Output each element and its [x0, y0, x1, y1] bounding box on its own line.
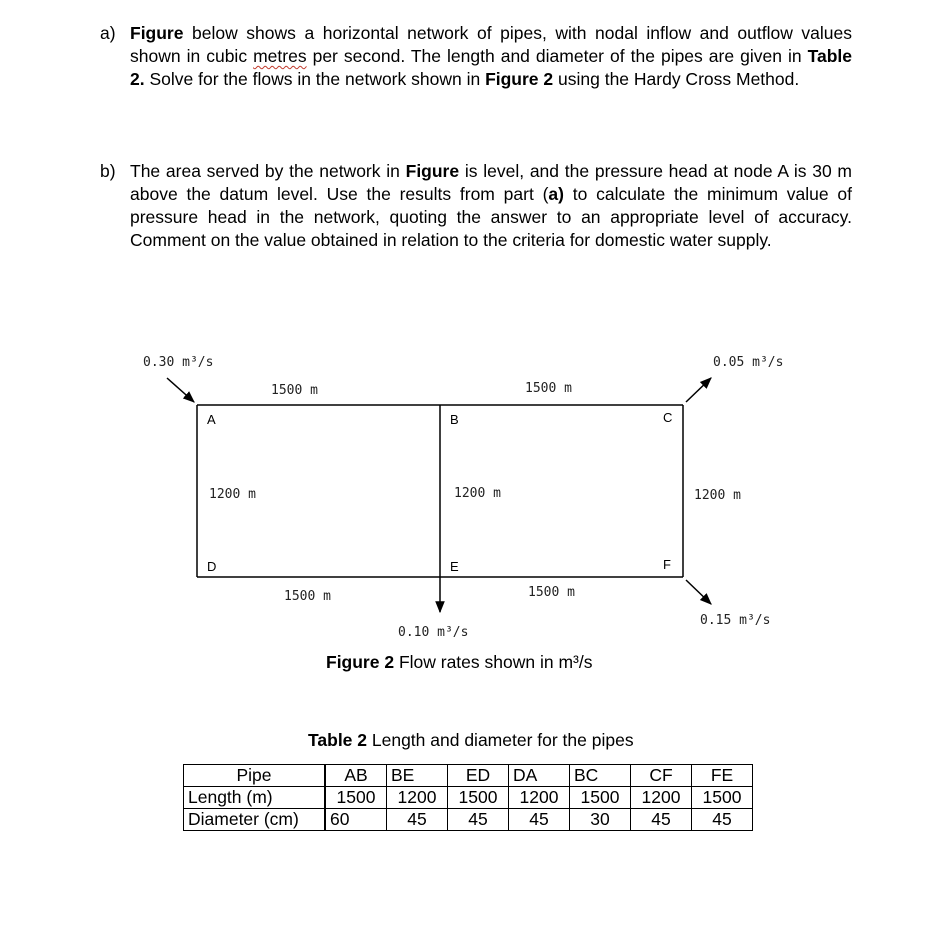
table-cell: 45 — [692, 809, 753, 831]
node-e-label: E — [450, 559, 459, 574]
table-cell: 1500 — [448, 787, 509, 809]
table-header-cell: BE — [387, 765, 448, 787]
pipe-ad-length: 1200 m — [209, 487, 256, 502]
node-a-label: A — [207, 412, 216, 427]
pipe-table — [183, 764, 753, 831]
table-cell: 1200 — [387, 787, 448, 809]
table-header-cell: CF — [631, 765, 692, 787]
outflow-f-value: 0.15 m³/s — [700, 613, 771, 628]
pipe-ef-length: 1500 m — [528, 585, 575, 600]
pipe-cf-length: 1200 m — [694, 488, 741, 503]
table-header-cell: AB — [325, 765, 387, 787]
pipe-ab-length: 1500 m — [271, 383, 318, 398]
table-caption: Table 2 Length and diameter for the pipes — [308, 730, 634, 750]
pipe-bc-length: 1500 m — [525, 381, 572, 396]
question-b-text: The area served by the network in Figure is level, and the pressure head at node A is 30 m above the datum level. Use the results from part (a) to calculate the minimum value of pressure head in the network, quoting the answer to an appropriate level of accuracy. Comment on the value obtained in relation to the criteria for domestic water supply. — [130, 161, 853, 250]
node-d-label: D — [207, 559, 217, 574]
table-row — [184, 787, 753, 809]
question-b-label: b) — [100, 161, 116, 181]
question-a-text: Figure below shows a horizontal network of pipes, with nodal inflow and outflow values shown in cubic metres per second. The length and diameter of the pipes are given in Table 2. Solve for the flows in the network shown in Figure 2 using the Hardy Cross Method. — [130, 23, 852, 89]
table-header-cell: DA — [509, 765, 570, 787]
table-row — [184, 809, 753, 831]
table-header-cell: BC — [570, 765, 631, 787]
pipe-de-length: 1500 m — [284, 589, 331, 604]
table-cell: 60 — [325, 809, 387, 831]
table-header-cell: ED — [448, 765, 509, 787]
table-row-label: Length (m) — [184, 787, 326, 809]
table-cell: 1200 — [631, 787, 692, 809]
inflow-a-arrow — [167, 378, 194, 402]
figure-caption: Figure 2 Flow rates shown in m³/s — [326, 652, 593, 672]
node-f-label: F — [663, 557, 671, 572]
table-cell: 30 — [570, 809, 631, 831]
outflow-f-arrow — [686, 580, 711, 604]
table-header-cell: FE — [692, 765, 753, 787]
table-header-cell: Pipe — [184, 765, 326, 787]
table-cell: 1500 — [692, 787, 753, 809]
table-row-label: Diameter (cm) — [184, 809, 326, 831]
outflow-c-value: 0.05 m³/s — [713, 355, 784, 370]
node-c-label: C — [663, 410, 673, 425]
pipe-be-length: 1200 m — [454, 486, 501, 501]
table-cell: 45 — [387, 809, 448, 831]
table-cell: 45 — [509, 809, 570, 831]
outflow-e-value: 0.10 m³/s — [398, 625, 469, 640]
outflow-c-arrow — [686, 378, 711, 402]
table-cell: 1200 — [509, 787, 570, 809]
table-cell: 1500 — [570, 787, 631, 809]
spellcheck-underline: metres — [253, 46, 307, 66]
inflow-a-value: 0.30 m³/s — [143, 355, 214, 370]
question-a-label: a) — [100, 23, 116, 43]
table-header-row — [184, 765, 753, 787]
table-cell: 1500 — [325, 787, 387, 809]
table-cell: 45 — [448, 809, 509, 831]
node-b-label: B — [450, 412, 459, 427]
table-cell: 45 — [631, 809, 692, 831]
